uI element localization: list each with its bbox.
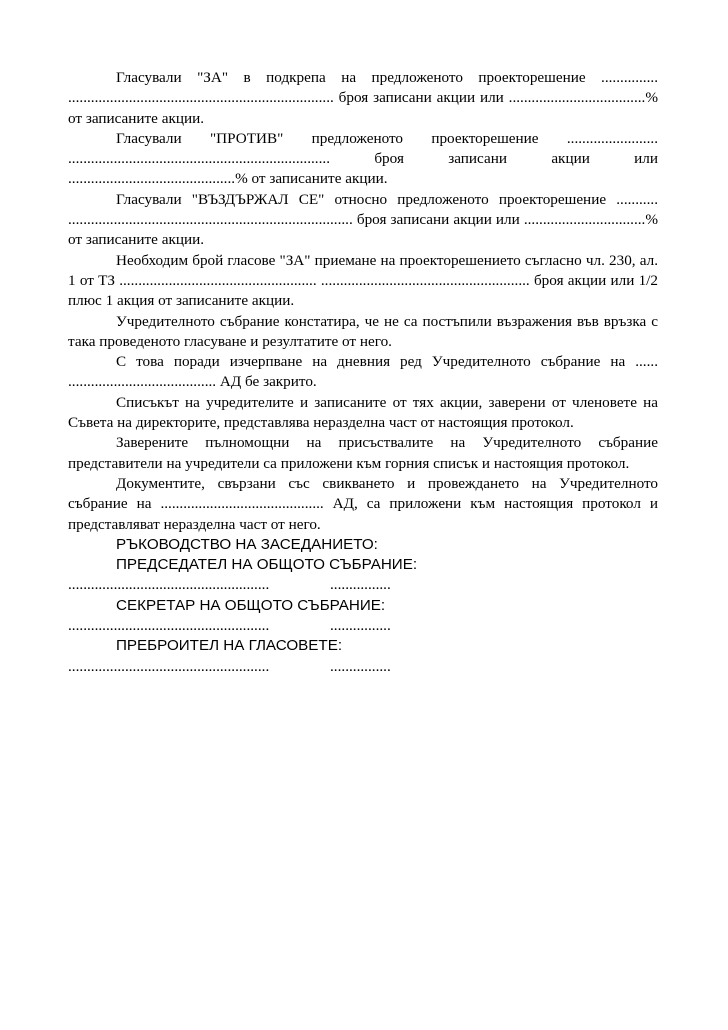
teller-signature-line	[68, 657, 658, 677]
founders-list-paragraph: Списъкът на учредителите и записаните от тях акции, заверени от членовете на Съвета на директорите, представлява неразделна част от настоящия протокол.	[68, 393, 658, 432]
chairman-title: ПРЕДСЕДАТЕЛ НА ОБЩОТО СЪБРАНИЕ:	[116, 556, 418, 574]
teller-sign-dots: ................	[330, 657, 391, 675]
vote-against-paragraph: Гласували "ПРОТИВ" предложеното проекторешение ........................ ..................................................................... броя записани акции или ............................................% от записаните акции.	[68, 129, 658, 188]
no-objections-paragraph: Учредителното събрание констатира, че не са постъпили възражения във връзка с така проведеното гласуване и резултатите от него.	[68, 312, 658, 350]
secretary-name-dots: .....................................................	[68, 617, 270, 635]
secretary-signature-line	[68, 616, 658, 636]
document-page	[68, 68, 658, 677]
vote-abstain-paragraph: Гласували "ВЪЗДЪРЖАЛ СЕ" относно предложеното проекторешение ........... ........................................................................... броя записани акции или ................................% от записаните акции.	[68, 190, 658, 249]
required-votes-paragraph: Необходим брой гласове "ЗА" приемане на проекторешението съгласно чл. 230, ал. 1 от ТЗ .................................................... ....................................................... броя акции или 1/2 плюс 1 акция от записаните акции.	[68, 251, 658, 310]
chairman-name-dots: .....................................................	[68, 576, 270, 594]
secretary-sign-dots: ................	[330, 617, 391, 635]
chairman-signature-line	[68, 575, 658, 595]
vote-for-paragraph: Гласували "ЗА" в подкрепа на предложеното проекторешение ............... ...................................................................... броя записани акции или ....................................% от записаните акции.	[68, 69, 658, 127]
signatures-heading: РЪКОВОДСТВО НА ЗАСЕДАНИЕТО:	[116, 535, 378, 553]
chairman-sign-dots: ................	[330, 576, 391, 594]
proxies-paragraph: Заверените пълномощни на присъствалите на Учредителното събрание представители на учредители са приложени към горния списък и настоящия протокол.	[68, 434, 658, 472]
meeting-closed-paragraph: С това поради изчерпване на дневния ред Учредителното събрание на ...... ....................................... АД бе закрито.	[68, 353, 658, 391]
secretary-title: СЕКРЕТАР НА ОБЩОТО СЪБРАНИЕ:	[116, 596, 386, 614]
documents-attached-paragraph: Документите, свързани със свикването и провеждането на Учредителното събрание на ........................................... АД, са приложени към настоящия протокол и представляват неразделна част от него.	[68, 474, 658, 533]
teller-name-dots: .....................................................	[68, 657, 270, 675]
teller-title: ПРЕБРОИТЕЛ НА ГЛАСОВЕТЕ:	[116, 637, 343, 655]
